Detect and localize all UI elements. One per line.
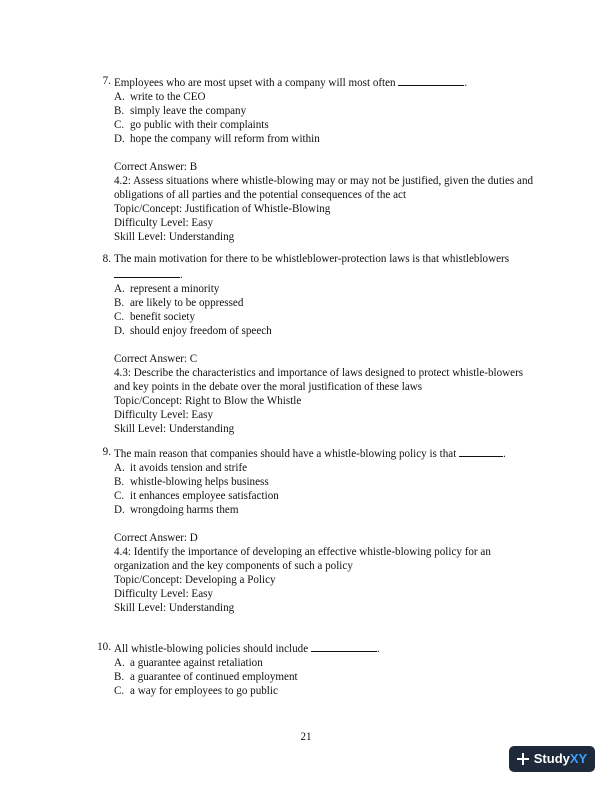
- topic-concept: Topic/Concept: Right to Blow the Whistle: [114, 395, 302, 407]
- option-b: B. simply leave the company: [114, 105, 247, 117]
- options-list: [114, 90, 536, 146]
- question-10: [96, 640, 536, 698]
- question-number: 10.: [97, 641, 111, 653]
- plus-icon: [517, 753, 529, 765]
- question-7: [96, 74, 536, 244]
- question-number: 8.: [102, 253, 111, 265]
- option-a: A. a guarantee against retaliation: [114, 657, 263, 669]
- option-a: A. it avoids tension and strife: [114, 462, 248, 474]
- answer-metadata: [114, 160, 536, 244]
- question-number: 7.: [102, 75, 111, 87]
- option-d: D. wrongdoing harms them: [114, 504, 239, 516]
- correct-answer: Correct Answer: B: [114, 161, 198, 173]
- option-d: D. hope the company will reform from within: [114, 133, 320, 145]
- answer-blank: [459, 445, 503, 457]
- option-b: B. a guarantee of continued employment: [114, 671, 298, 683]
- answer-metadata: [114, 352, 536, 436]
- topic-concept: Topic/Concept: Developing a Policy: [114, 574, 276, 586]
- skill-level: Skill Level: Understanding: [114, 231, 235, 243]
- page-number: 21: [300, 731, 312, 743]
- option-b: B. are likely to be oppressed: [114, 297, 244, 309]
- difficulty-level: Difficulty Level: Easy: [114, 409, 213, 421]
- correct-answer: Correct Answer: D: [114, 532, 198, 544]
- options-list: [114, 656, 536, 698]
- question-stem: All whistle-blowing policies should include .: [114, 640, 536, 656]
- question-stem: The main reason that companies should have a whistle-blowing policy is that .: [114, 445, 536, 461]
- answer-blank: [398, 74, 464, 86]
- difficulty-level: Difficulty Level: Easy: [114, 217, 213, 229]
- logo-text-primary: Study: [533, 751, 570, 766]
- options-list: [114, 461, 536, 517]
- option-c: C. go public with their complaints: [114, 119, 269, 131]
- question-stem: Employees who are most upset with a company will most often .: [114, 74, 536, 90]
- question-8: [96, 252, 536, 436]
- option-c: C. a way for employees to go public: [114, 685, 278, 697]
- option-c: C. benefit society: [114, 311, 195, 323]
- learning-objective: 4.2: Assess situations where whistle-blowing may or may not be justified, given the duties and obligations of all parties and the potential consequences of the act: [114, 175, 534, 201]
- question-stem: The main motivation for there to be whistleblower-protection laws is that whistleblowers .: [114, 253, 510, 281]
- question-number: 9.: [102, 446, 111, 458]
- answer-blank: [114, 266, 180, 278]
- option-b: B. whistle-blowing helps business: [114, 476, 269, 488]
- correct-answer: Correct Answer: C: [114, 353, 198, 365]
- option-a: A. represent a minority: [114, 283, 220, 295]
- skill-level: Skill Level: Understanding: [114, 423, 235, 435]
- option-d: D. should enjoy freedom of speech: [114, 325, 272, 337]
- options-list: [114, 282, 536, 338]
- option-a: A. write to the CEO: [114, 91, 206, 103]
- difficulty-level: Difficulty Level: Easy: [114, 588, 213, 600]
- answer-metadata: [114, 531, 536, 615]
- question-9: [96, 445, 536, 615]
- answer-blank: [311, 640, 377, 652]
- topic-concept: Topic/Concept: Justification of Whistle-Blowing: [114, 203, 331, 215]
- logo-text-accent: XY: [569, 751, 588, 766]
- studyxy-logo: [509, 746, 595, 772]
- option-c: C. it enhances employee satisfaction: [114, 490, 279, 502]
- learning-objective: 4.4: Identify the importance of developing an effective whistle-blowing policy for an organization and the key components of such a policy: [114, 546, 491, 572]
- skill-level: Skill Level: Understanding: [114, 602, 235, 614]
- learning-objective: 4.3: Describe the characteristics and importance of laws designed to protect whistle-blowers and key points in the debate over the moral justification of these laws: [114, 367, 524, 393]
